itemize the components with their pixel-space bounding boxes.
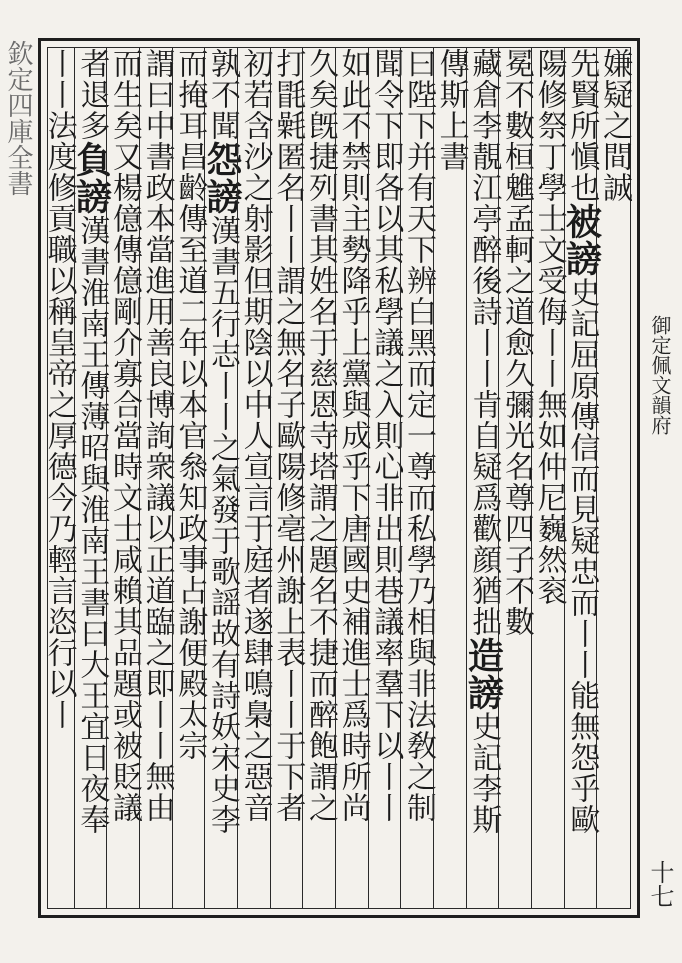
column-rule [237,48,238,908]
column-text: 孰不聞 [205,48,240,141]
margin-volume-title: 御定佩文韻府 [648,315,672,435]
text-column [140,48,173,908]
column-text: 而生矣又楊億傳億剛介寡合當時文士咸賴其品題或被貶議 [107,48,142,823]
column-text: 藏倉李靚江亭醉後詩丨丨肯自疑爲歡顔猶拙 [466,48,502,637]
column-text: 而掩耳 [172,48,208,141]
column-text: 陽修祭丁學士文受侮丨丨無如仲尼巍然衮 [531,48,567,606]
column-rule [302,48,303,908]
column-text: 初若含沙之射影但期陰以中人宣言于庭者遂肆鳴梟之惡音 [237,48,273,823]
text-column [434,48,467,908]
text-column [42,48,75,908]
column-rule [564,48,565,908]
column-text: 嫌疑之間誠 [597,48,632,203]
column-text: 史記李斯 [466,711,502,835]
entry-heading: 造謗 [462,637,505,711]
column-rule [335,48,336,908]
page-number: 十七 [646,860,674,908]
column-text: 打毷氉匿名丨丨謂之無名子歐陽修亳州謝上表丨丨于下者 [270,48,306,823]
text-column [70,48,113,908]
column-text: 冕不數桓魋孟軻之道愈久彌光名尊四子不數 [499,48,534,637]
text-column [336,48,369,908]
column-text: 久矣旣捷列書其姓名于慈恩寺塔謂之題名不捷而醉飽謂之 [303,48,338,823]
margin-book-title: 欽定四庫全書 [3,40,33,196]
text-frame [38,38,640,918]
column-rule [466,48,467,908]
text-column [401,48,434,908]
column-text: 昌齡傳至道二年以本官叅知政事占謝便殿太宗 [172,141,208,761]
column-rule [596,48,597,908]
column-text: 漢書淮南王傳薄昭與淮南王書曰大王宜日夜奉 [74,215,110,835]
column-text: 者退多 [74,48,110,141]
column-rule [498,48,499,908]
column-rule [74,48,75,908]
text-column [271,48,304,908]
text-column [532,48,565,908]
text-columns [41,47,632,909]
column-text: 傳斯上書 [433,48,469,172]
column-text: 漢書五行志丨丨之氣發于歌謡故有詩妖宋史李 [205,215,240,835]
text-column [303,48,336,908]
text-column [201,48,243,908]
column-rule [433,48,434,908]
text-column [369,48,402,908]
column-text: 先賢所愼也 [564,48,600,203]
text-column [499,48,532,908]
column-text: 法度修貢職以稱皇帝之厚德今乃輕言恣行以丨 [41,110,77,730]
column-text: 丨丨 [41,48,77,110]
column-rule [106,48,107,908]
column-text: 曰陛下并有天下辨白黑而定一尊而私學乃相與非法敎之制 [401,48,436,823]
column-text: 聞令下即各以其私學議之入則心非出則巷議率羣下以丨丨 [368,48,404,823]
column-text: 史記屈原傳信而見疑忠而丨丨能無怨乎歐 [564,277,600,835]
column-rule [531,48,532,908]
column-rule [270,48,271,908]
text-column [462,48,505,908]
column-rule [172,48,173,908]
text-column [173,48,206,908]
text-column [597,48,630,908]
column-rule [368,48,369,908]
entry-heading: 被謗 [560,203,603,277]
column-rule [204,48,205,908]
entry-heading: 怨謗 [201,141,243,215]
column-text: 如此不禁則主勢降乎上黨與成乎下唐國史補進士爲時所尚 [335,48,371,823]
column-rule [400,48,401,908]
column-text: 謂曰中書政本當進用善良博詢衆議以正道臨之即丨丨無由 [139,48,175,823]
column-rule [139,48,140,908]
text-column [560,48,603,908]
entry-heading: 負謗 [70,141,113,215]
